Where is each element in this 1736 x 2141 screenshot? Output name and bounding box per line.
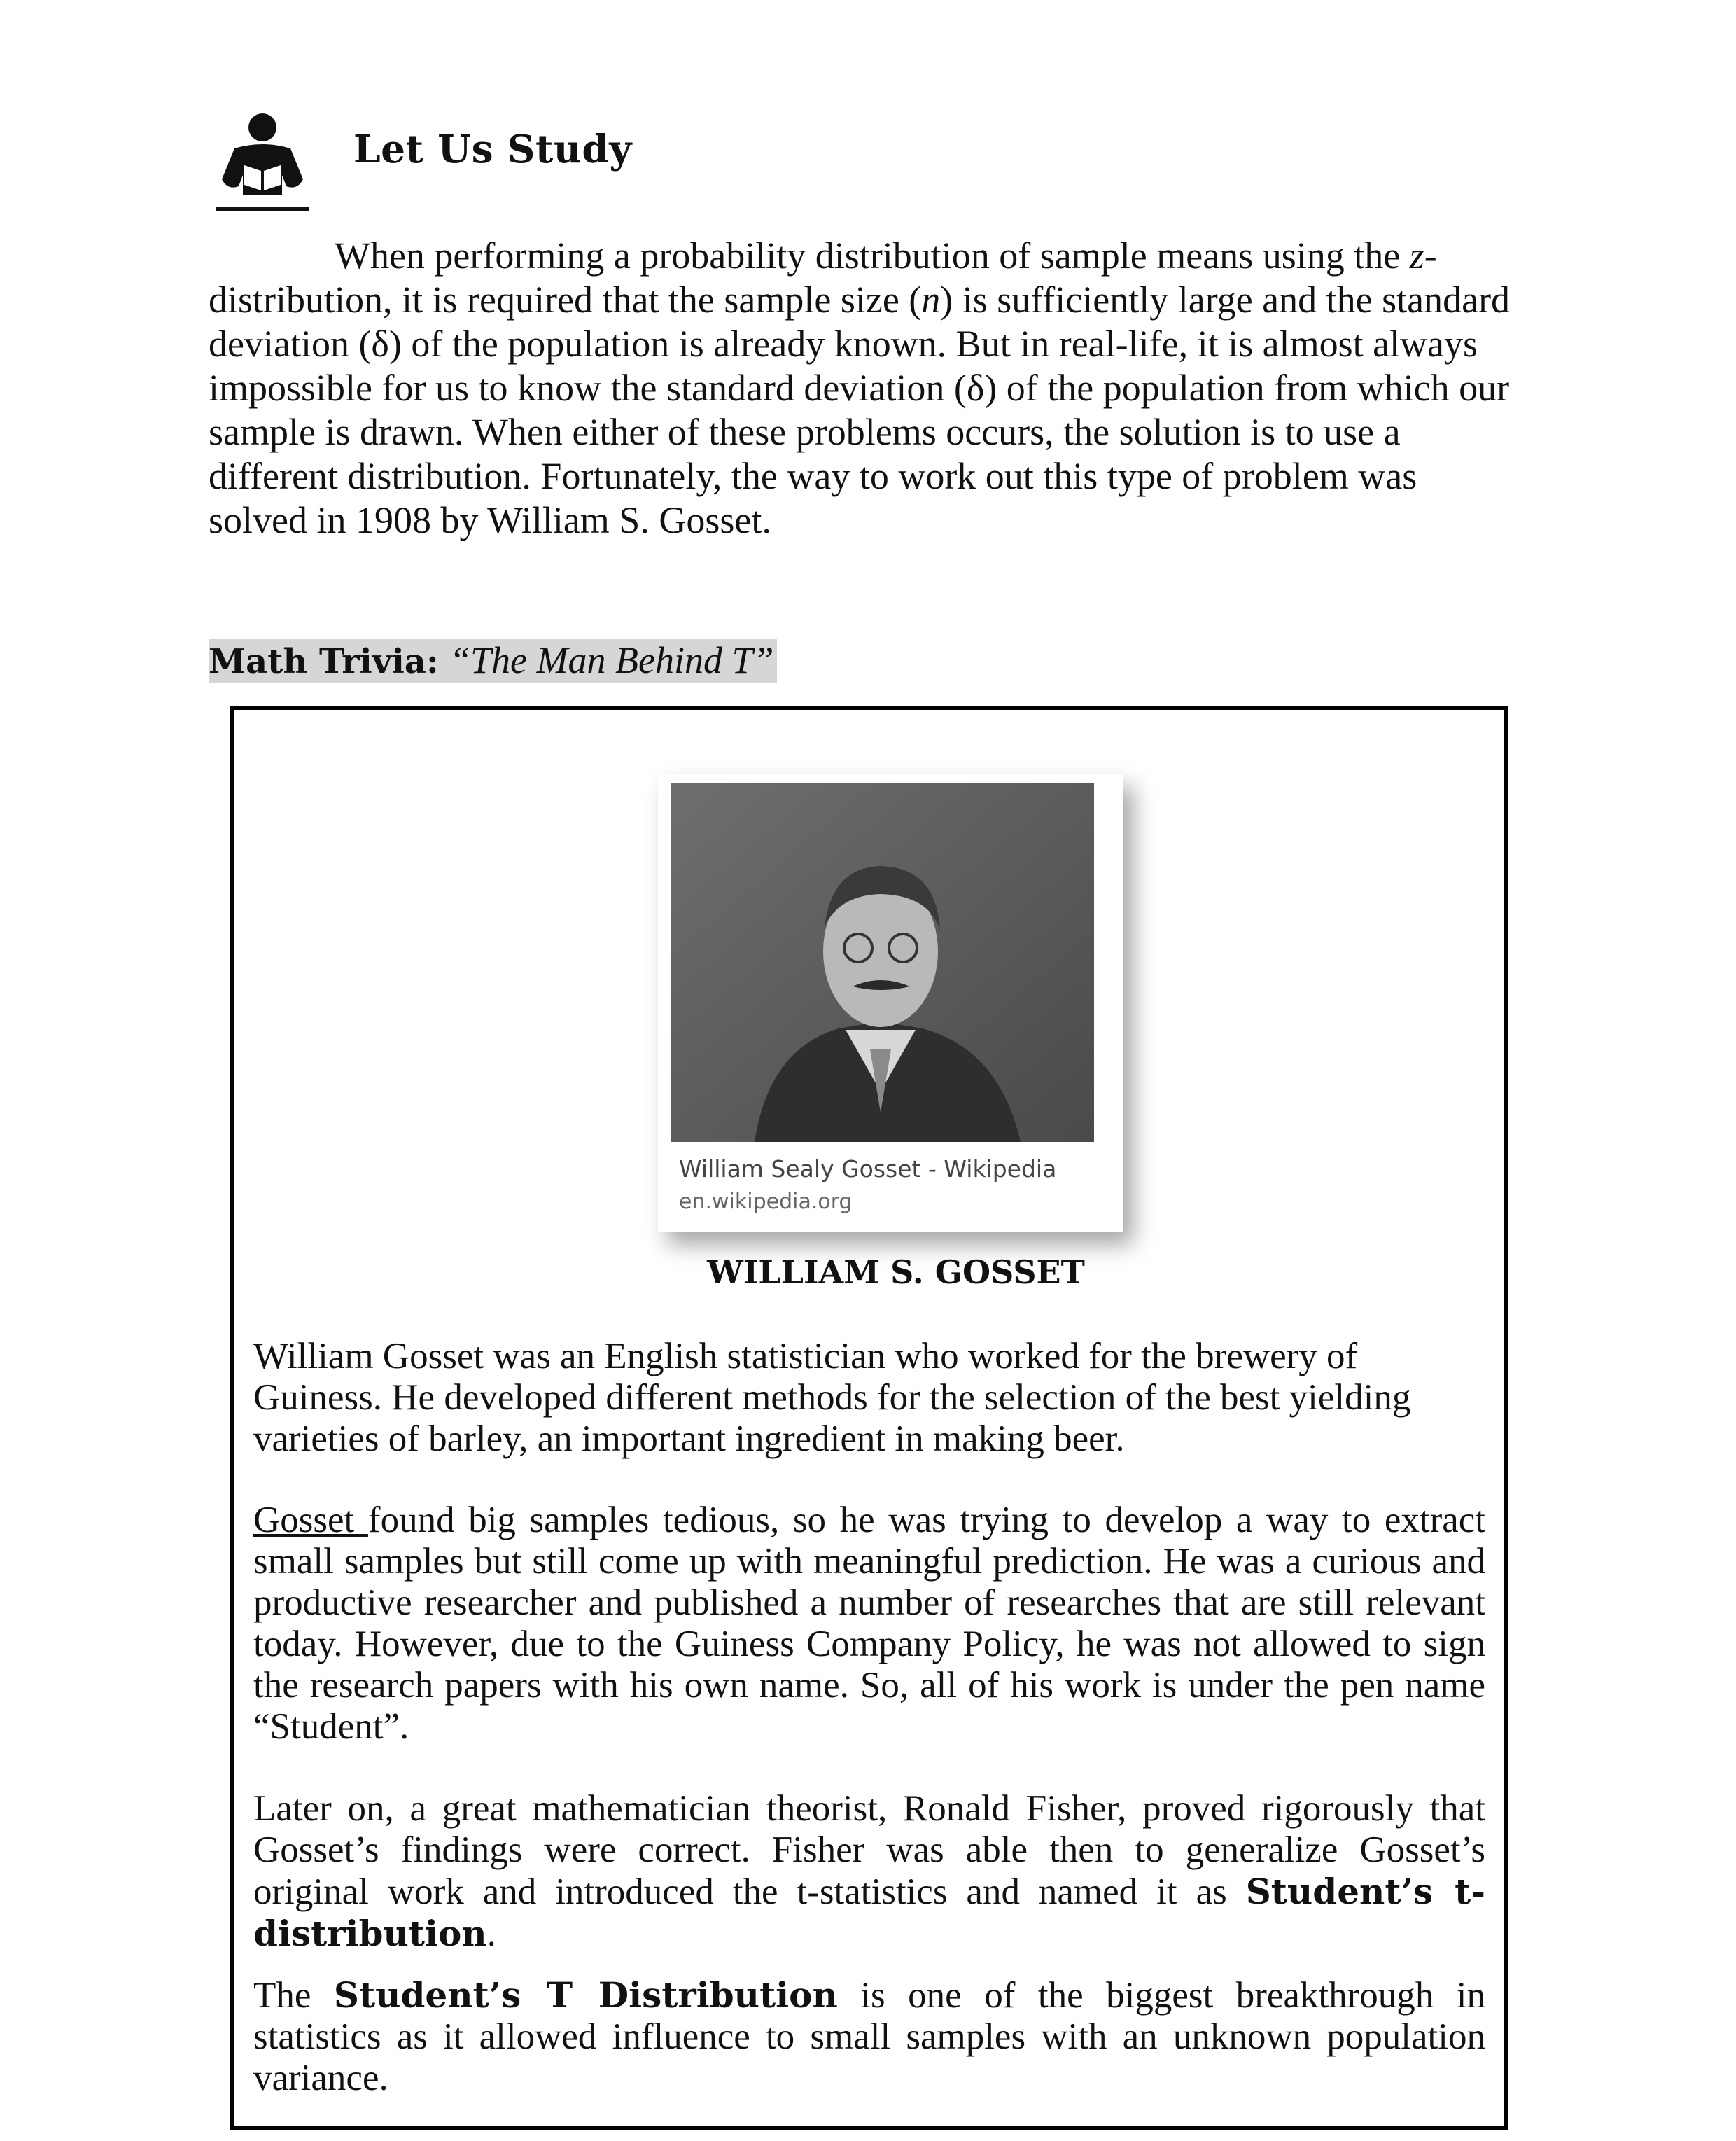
photo-caption: William Sealy Gosset - Wikipedia <box>679 1155 1057 1183</box>
trivia-paragraph-4: The Student’s T Distribution is one of the biggest breakthrough in statistics as it allowed influence to small samples with an unknown population variance. <box>253 1974 1485 2098</box>
trivia-paragraph-3: Later on, a great mathematician theorist, Ronald Fisher, proved rigorously that Gosset’s findings were correct. Fisher was able then to generalize Gosset’s original work and introduced the t-statistics and named it as Student’s t-distribution. <box>253 1788 1485 1954</box>
intro-paragraph: When performing a probability distribution of sample means using the z-distribution, it is required that the sample size (n) is sufficiently large and the standard deviation (δ) of the population is already known. But in real-life, it is almost always impossible for us to know the standard deviation (δ) of the population from which our sample is drawn. When either of these problems occurs, the solution is to use a different distribution. Fortunately, the way to work out this type of problem was solved in 1908 by William S. Gosset. <box>209 235 1511 541</box>
portrait-photo <box>671 783 1094 1142</box>
trivia-paragraph-2: Gosset found big samples tedious, so he was trying to develop a way to extract small samples but still come up with meaningful prediction. He was a curious and productive researcher and published a number of researches that are still relevant today. However, due to the Guiness Company Policy, he was not allowed to sign the research papers with his own name. So, all of his work is under the pen name “Student”. <box>253 1500 1485 1747</box>
photo-source: en.wikipedia.org <box>679 1190 853 1214</box>
trivia-subtitle: “The Man Behind T” <box>449 639 774 681</box>
reader-icon <box>214 112 312 217</box>
trivia-paragraph-1: William Gosset was an English statistician who worked for the brewery of Guiness. He developed different methods for the selection of the best yielding varieties of barley, an important ingredient in making beer. <box>253 1336 1411 1459</box>
person-name: WILLIAM S. GOSSET <box>707 1253 1085 1291</box>
trivia-heading <box>209 639 777 683</box>
trivia-label: Math Trivia: <box>209 642 439 681</box>
photo-card <box>658 774 1124 1232</box>
section-title: Let Us Study <box>354 126 632 172</box>
